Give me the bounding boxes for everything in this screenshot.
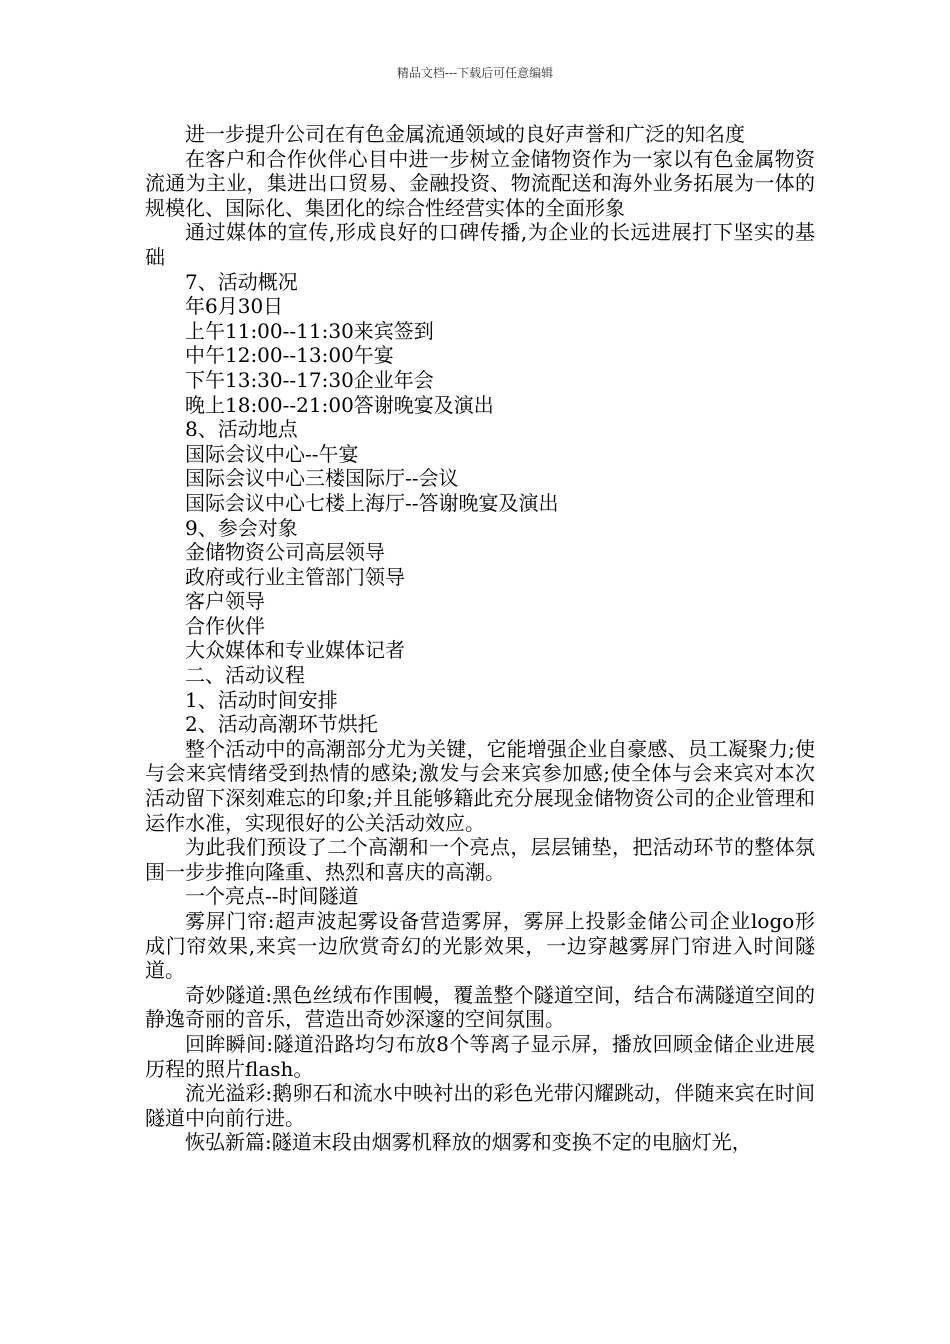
paragraph: 通过媒体的宣传,形成良好的口碑传播,为企业的长远进展打下坚实的基础 bbox=[145, 220, 815, 269]
section-heading: 1、活动时间安排 bbox=[185, 687, 338, 712]
paragraph: 奇妙隧道:黑色丝绒布作围幔，覆盖整个隧道空间，结合布满隧道空间的静逸奇丽的音乐，营造出奇妙深邃的空间氛围。 bbox=[145, 982, 815, 1032]
venue-item: 国际会议中心三楼国际厅--会议 bbox=[185, 466, 459, 491]
schedule-item: 下午13:30--17:30企业年会 bbox=[185, 367, 434, 392]
section-heading: 8、活动地点 bbox=[185, 417, 298, 442]
paragraph: 流光溢彩:鹅卵石和流水中映衬出的彩色光带闪耀跳动，伴随来宾在时间隧道中向前行进。 bbox=[145, 1081, 815, 1130]
paragraph: 整个活动中的高潮部分尤为关键，它能增强企业自豪感、员工凝聚力;使与会来宾情绪受到热情的感染;激发与会来宾参加感;使全体与会来宾对本次活动留下深刻难忘的印象;并且能够籍此充分展现金储物资公司的企业管理和运作水准，实现很好的公关活动效应。 bbox=[145, 736, 815, 835]
section-heading: 2、活动高潮环节烘托 bbox=[185, 712, 378, 737]
section-heading: 一个亮点--时间隧道 bbox=[185, 884, 359, 909]
attendee-item: 金储物资公司高层领导 bbox=[185, 540, 385, 565]
venue-item: 国际会议中心--午宴 bbox=[185, 441, 359, 466]
schedule-item: 晚上18:00--21:00答谢晚宴及演出 bbox=[185, 392, 494, 417]
page-header: 精品文档---下载后可任意编辑 bbox=[396, 66, 554, 80]
paragraph: 在客户和合作伙伴心目中进一步树立金储物资作为一家以有色金属物资流通为主业，集进出口贸易、金融投资、物流配送和海外业务拓展为一体的规模化、国际化、集团化的综合性经营实体的全面形象 bbox=[145, 146, 815, 220]
section-heading: 9、参会对象 bbox=[185, 515, 298, 540]
paragraph: 回眸瞬间:隧道沿路均匀布放8个等离子显示屏，播放回顾金储企业进展历程的照片flash。 bbox=[145, 1031, 815, 1081]
paragraph: 为此我们预设了二个高潮和一个亮点，层层铺垫，把活动环节的整体氛围一步步推向隆重、热烈和喜庆的高潮。 bbox=[145, 835, 815, 884]
attendee-item: 客户领导 bbox=[185, 589, 265, 614]
schedule-item: 上午11:00--11:30来宾签到 bbox=[185, 318, 434, 343]
attendee-item: 合作伙伴 bbox=[185, 613, 265, 638]
schedule-item: 中午12:00--13:00午宴 bbox=[185, 343, 394, 368]
paragraph: 雾屏门帘:超声波起雾设备营造雾屏，雾屏上投影金储公司企业logo形成门帘效果,来宾一边欣赏奇幻的光影效果，一边穿越雾屏门帘进入时间隧道。 bbox=[145, 909, 815, 983]
paragraph: 进一步提升公司在有色金属流通领域的良好声誉和广泛的知名度 bbox=[185, 122, 745, 146]
venue-item: 国际会议中心七楼上海厅--答谢晚宴及演出 bbox=[185, 490, 559, 515]
attendee-item: 大众媒体和专业媒体记者 bbox=[185, 638, 405, 663]
attendee-item: 政府或行业主管部门领导 bbox=[185, 564, 405, 589]
paragraph: 年6月30日 bbox=[185, 294, 284, 319]
section-heading: 7、活动概况 bbox=[185, 269, 298, 294]
document-body bbox=[145, 122, 815, 1155]
section-heading: 二、活动议程 bbox=[185, 663, 305, 688]
paragraph: 恢弘新篇:隧道末段由烟雾机释放的烟雾和变换不定的电脑灯光， bbox=[185, 1130, 752, 1155]
